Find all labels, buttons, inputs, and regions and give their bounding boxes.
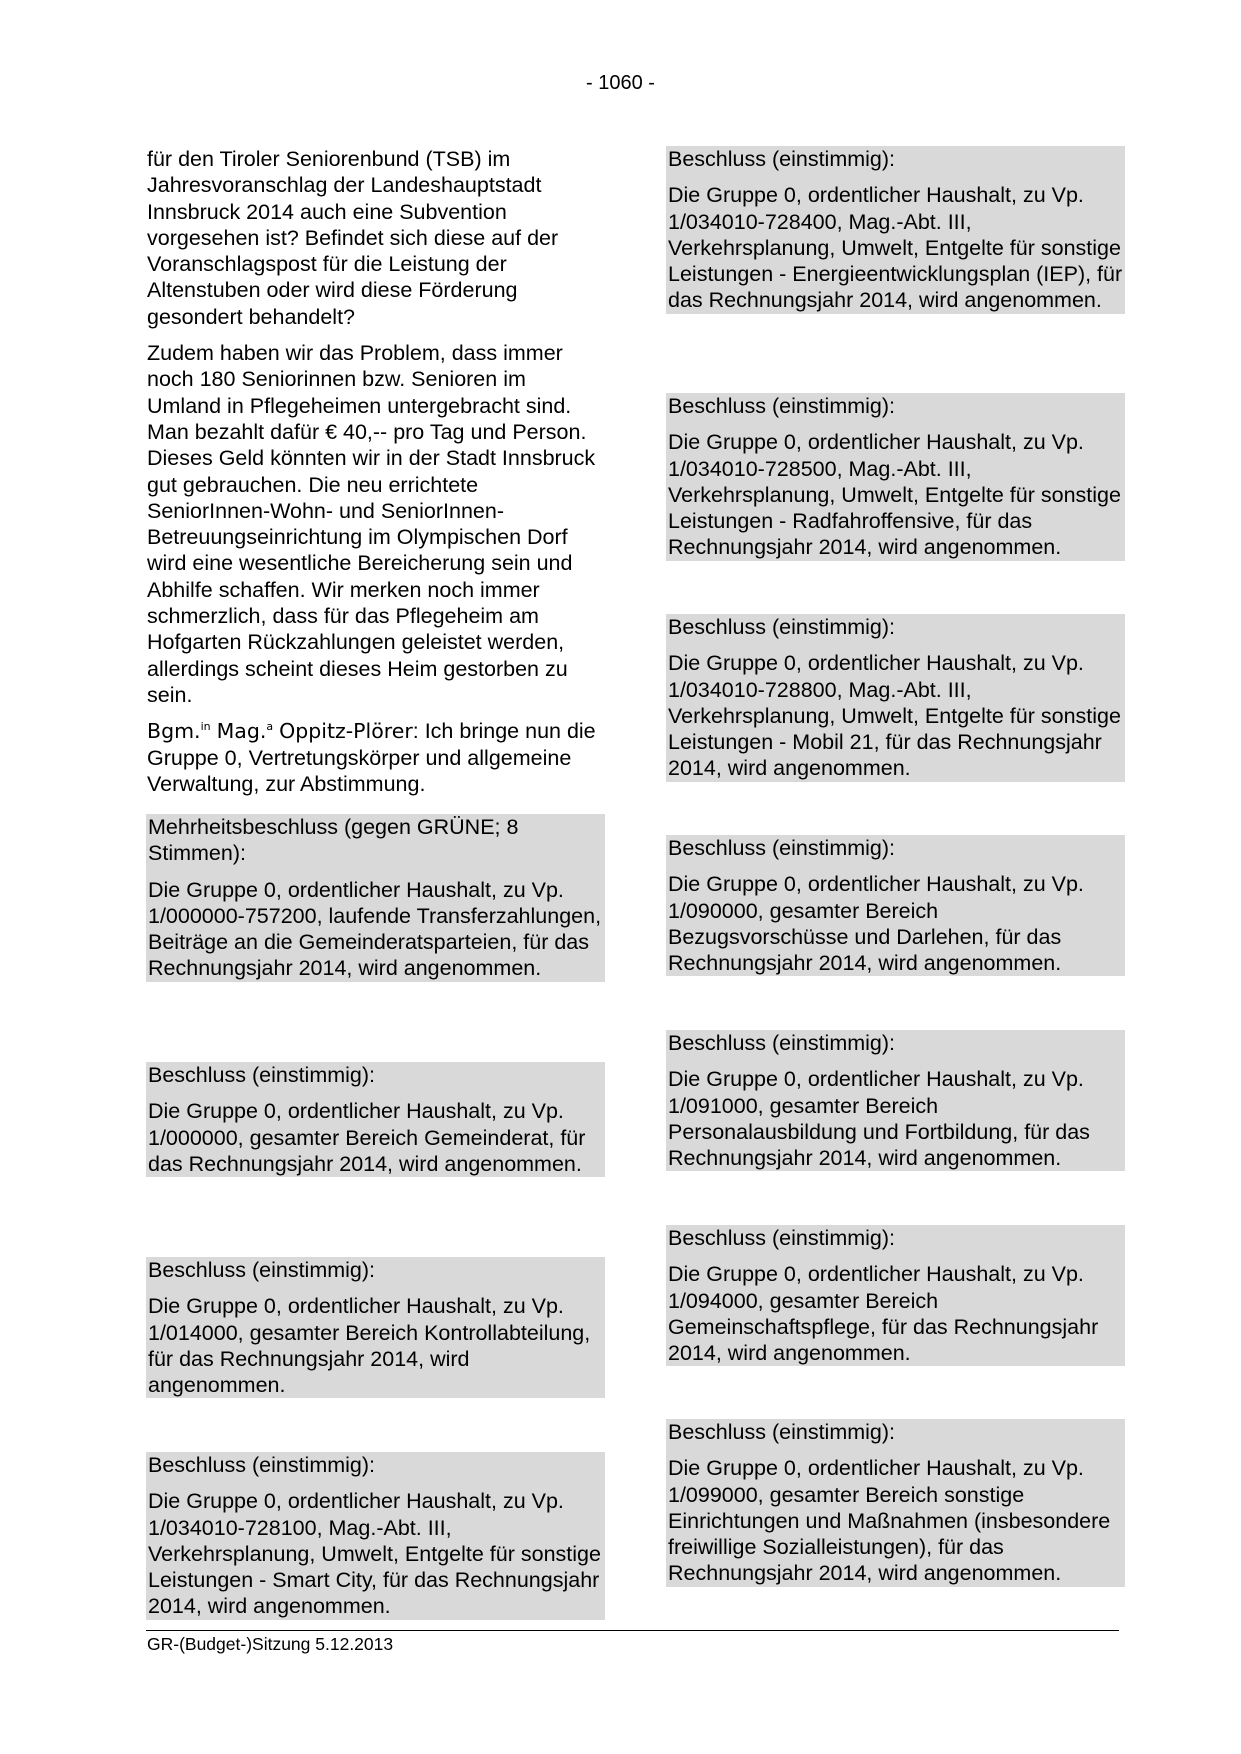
decision-box — [146, 1452, 605, 1620]
decision-box — [666, 835, 1125, 976]
decision-heading: Beschluss (einstimmig): — [148, 1258, 375, 1282]
decision-heading: Beschluss (einstimmig): — [148, 1453, 375, 1477]
decision-heading: Beschluss (einstimmig): — [668, 1420, 895, 1444]
page-number: - 1060 - — [586, 72, 655, 94]
decision-body: Die Gruppe 0, ordentlicher Haushalt, zu Vp. 1/091000, gesamter Bereich Personalausbildung und Fortbildung, für das Rechnungsjahr 2014, wird angenommen. — [668, 1067, 1090, 1171]
left-column — [146, 146, 601, 807]
speaker-title-mayor-sup: in — [200, 720, 211, 734]
decision-box — [666, 1419, 1125, 1587]
paragraph-seniors: Zudem haben wir das Problem, dass immer noch 180 Seniorinnen bzw. Senioren im Umland in Pflegeheimen untergebracht sind. Man bezahlt dafür € 40,-- pro Tag und Person. Dieses Geld könnten wir in der Stadt Innsbruck gut gebrauchen. Die neu errichtete SeniorInnen-Wohn- und SeniorInnen-Betreuungseinrichtung im Olympischen Dorf wird eine wesentliche Bereicherung sein und Abhilfe schaffen. Wir merken noch immer schmerzlich, dass für das Pflegeheim am Hofgarten Rückzahlungen geleistet werden, allerdings scheint dieses Heim gestorben zu sein. — [147, 341, 596, 707]
paragraph-question: für den Tiroler Seniorenbund (TSB) im Jahresvoranschlag der Landeshauptstadt Innsbruck 2014 auch eine Subvention vorgesehen ist? Befindet sich diese auf der Voranschlagspost für die Leistung der Altenstuben oder wird diese Förderung gesondert behandelt? — [147, 147, 559, 329]
decision-box — [666, 393, 1125, 561]
decision-body: Die Gruppe 0, ordentlicher Haushalt, zu Vp. 1/000000-757200, laufende Transferzahlungen, Beiträge an die Gemeinderatsparteien, für das Rechnungsjahr 2014, wird angenommen. — [148, 877, 602, 981]
decision-heading: Beschluss (einstimmig): — [668, 615, 895, 639]
footer-session-label: GR-(Budget-)Sitzung 5.12.2013 — [147, 1634, 394, 1654]
decision-body: Die Gruppe 0, ordentlicher Haushalt, zu Vp. 1/034010-728500, Mag.-Abt. III, Verkehrsplanung, Umwelt, Entgelte für sonstige Leistungen - Radfahroffensive, für das Rechnungsjahr 2014, wird angenommen. — [668, 430, 1121, 560]
decision-body: Die Gruppe 0, ordentlicher Haushalt, zu Vp. 1/034010-728100, Mag.-Abt. III, Verkehrsplanung, Umwelt, Entgelte für sonstige Leistungen - Smart City, für das Rechnungsjahr 2014, wird angenommen. — [148, 1489, 601, 1619]
decision-body: Die Gruppe 0, ordentlicher Haushalt, zu Vp. 1/000000, gesamter Bereich Gemeinderat, für das Rechnungsjahr 2014, wird angenommen. — [148, 1099, 586, 1176]
speaker-statement — [146, 718, 601, 797]
decision-heading: Beschluss (einstimmig): — [668, 147, 895, 171]
speaker-text: : Ich bringe nun die Gruppe 0, Vertretungskörper und allgemeine Verwaltung, zur Abstimmung. — [147, 719, 596, 796]
decision-heading: Beschluss (einstimmig): — [148, 1063, 375, 1087]
decision-body: Die Gruppe 0, ordentlicher Haushalt, zu Vp. 1/014000, gesamter Bereich Kontrollabteilung, für das Rechnungsjahr 2014, wird angenommen. — [148, 1294, 591, 1398]
speaker-title-mag-sup: a — [266, 720, 274, 734]
decision-heading: Mehrheitsbeschluss (gegen GRÜNE; 8 Stimmen): — [148, 815, 519, 866]
decision-body: Die Gruppe 0, ordentlicher Haushalt, zu Vp. 1/094000, gesamter Bereich Gemeinschaftspflege, für das Rechnungsjahr 2014, wird angenommen. — [668, 1262, 1099, 1366]
decision-heading: Beschluss (einstimmig): — [668, 394, 895, 418]
decision-body: Die Gruppe 0, ordentlicher Haushalt, zu Vp. 1/034010-728800, Mag.-Abt. III, Verkehrsplanung, Umwelt, Entgelte für sonstige Leistungen - Mobil 21, für das Rechnungsjahr 2014, wird angenommen. — [668, 651, 1121, 781]
decision-box — [666, 146, 1125, 314]
decision-box — [146, 1062, 605, 1177]
speaker-title-mayor: Bgm.$^{in}$ — [147, 719, 211, 744]
decision-box — [666, 614, 1125, 782]
decision-box — [146, 814, 605, 982]
decision-box — [666, 1030, 1125, 1171]
decision-box — [666, 1225, 1125, 1366]
decision-body: Die Gruppe 0, ordentlicher Haushalt, zu Vp. 1/099000, gesamter Bereich sonstige Einrichtungen und Maßnahmen (insbesondere freiwillige Sozialleistungen), für das Rechnungsjahr 2014, wird angenommen. — [668, 1456, 1111, 1586]
decision-heading: Beschluss (einstimmig): — [668, 836, 895, 860]
decision-box — [146, 1257, 605, 1398]
speaker-name: Oppitz-Plörer — [279, 719, 413, 744]
footer-divider — [146, 1630, 1119, 1631]
decision-heading: Beschluss (einstimmig): — [668, 1031, 895, 1055]
decision-body: Die Gruppe 0, ordentlicher Haushalt, zu Vp. 1/034010-728400, Mag.-Abt. III, Verkehrsplanung, Umwelt, Entgelte für sonstige Leistungen - Energieentwicklungsplan (IEP), für das Rechnungsjahr 2014, wird angenommen. — [668, 183, 1123, 313]
decision-heading: Beschluss (einstimmig): — [668, 1226, 895, 1250]
decision-body: Die Gruppe 0, ordentlicher Haushalt, zu Vp. 1/090000, gesamter Bereich Bezugsvorschüsse und Darlehen, für das Rechnungsjahr 2014, wird angenommen. — [668, 872, 1084, 976]
speaker-title-mag: Mag.$^a$ — [216, 719, 274, 744]
